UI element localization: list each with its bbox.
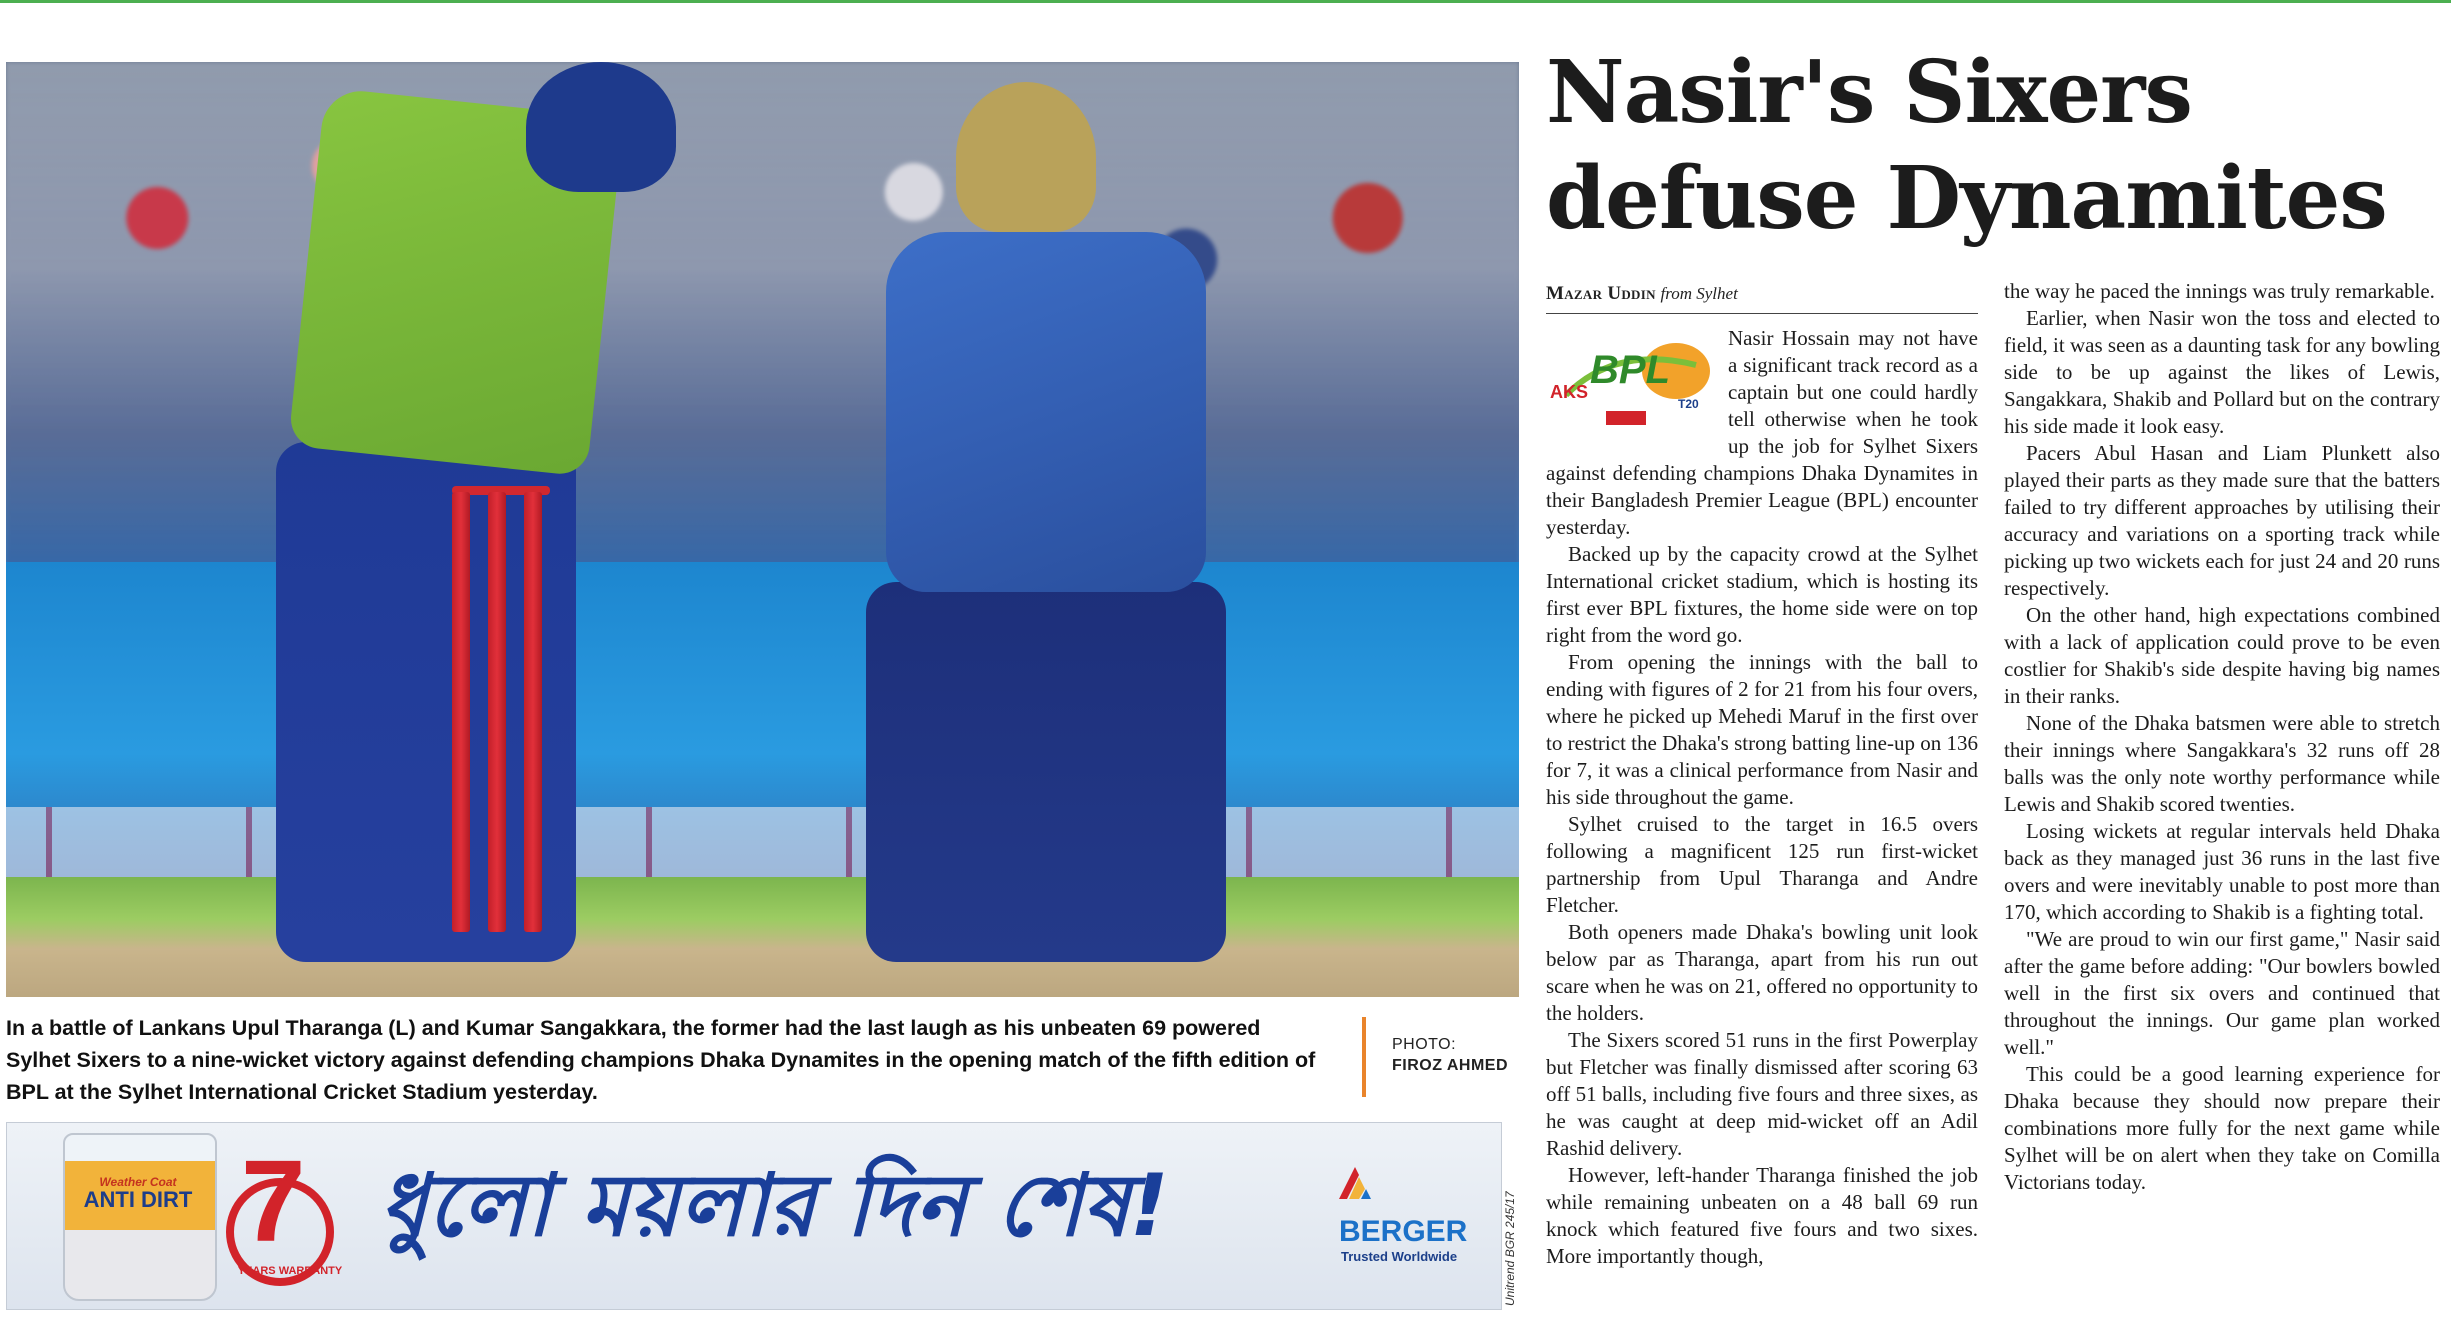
warranty-number: 7 — [241, 1136, 306, 1266]
berger-advertisement — [6, 1122, 1502, 1310]
paragraph: On the other hand, high expectations combined with a lack of application could prove to be even costlier for Shakib's side despite having big names in their ranks. — [2004, 603, 2440, 708]
article-column-2 — [2004, 278, 2440, 1196]
paragraph: However, left-hander Tharanga finished the job while remaining unbeaten on a 48 ball 69 run knock which featured five fours and two sixes. More importantly though, — [1546, 1163, 1978, 1268]
paragraph: Pacers Abul Hasan and Liam Plunkett also played their parts as they made sure that the batters failed to try different approaches by utilising their accuracy and variations on a sporting track while picking up two wickets each for just 24 and 20 runs respectively. — [2004, 441, 2440, 600]
stump — [524, 492, 542, 932]
paragraph: Both openers made Dhaka's bowling unit look below par as Tharanga, apart from his run out scare when he was on 21, offered no opportunity to the holders. — [1546, 920, 1978, 1025]
stump — [452, 492, 470, 932]
bpl-logo — [1546, 329, 1714, 439]
headline: Nasir's Sixers defuse Dynamites — [1546, 42, 2387, 249]
keeper-jersey — [886, 232, 1206, 592]
credit-divider — [1362, 1017, 1366, 1097]
byline-rule — [1546, 313, 1978, 314]
keeper-pads — [866, 582, 1226, 962]
bpl-logo-text: BPL — [1590, 348, 1670, 392]
paint-bucket-icon — [63, 1133, 217, 1301]
ad-product-line1: Weather Coat — [99, 1175, 177, 1189]
bpl-logo-prefix: AKS — [1550, 382, 1589, 402]
paragraph: Nasir Hossain may not have a significant track record as a captain but one could hardly tell otherwise when he took up the job for Sylhet Sixers against defending champions Dhaka Dynamites in their Bangladesh Premier League (BPL) encounter yesterday. — [1546, 326, 1978, 539]
byline-author: Mazar Uddin — [1546, 283, 1656, 304]
paragraph: the way he paced the innings was truly remarkable. — [2004, 279, 2435, 303]
ad-brand: BERGER — [1339, 1215, 1468, 1248]
bpl-logo-sub: T20 — [1678, 397, 1699, 411]
batter-helmet — [526, 62, 676, 192]
pitch — [6, 877, 1519, 997]
stump — [488, 492, 506, 932]
ad-product-name — [81, 1175, 195, 1211]
keeper-helmet — [956, 82, 1096, 232]
photo-caption: In a battle of Lankans Upul Tharanga (L) and Kumar Sangakkara, the former had the last laugh as his unbeaten 69 powered Sylhet Sixers to a nine-wicket victory against defending champions Dhaka Dynamites in the opening match of the fifth edition of BPL at the Sylhet International Cricket Stadium yesterday. — [6, 1016, 1316, 1104]
warranty-text: YEARS WARRANTY — [237, 1265, 343, 1277]
paragraph: Earlier, when Nasir won the toss and elected to field, it was seen as a daunting task for any bowling side to be up against the likes of Lewis, Sangakkara, Shakib and Pollard but on the contrary his side made it look easy. — [2004, 306, 2440, 438]
ad-slogan: ধুলো ময়লার দিন শেষ! — [379, 1156, 1169, 1256]
byline — [1546, 283, 1738, 305]
ad-code: Unitrend BGR 245/17 — [1503, 1191, 1517, 1306]
paragraph: Backed up by the capacity crowd at the Sylhet International cricket stadium, which is hosting its first ever BPL fixtures, the home side were on top right from the word go. — [1546, 542, 1978, 647]
paragraph: From opening the innings with the ball to ending with figures of 2 for 21 from his four overs, where he picked up Mehedi Maruf in the first over to restrict the Dhaka's strong batting line-up on 136 for 7, it was a clinical performance from Nasir and his side throughout the game. — [1546, 650, 1978, 809]
byline-location: from Sylhet — [1660, 284, 1738, 303]
article-column-1 — [1546, 325, 1978, 1270]
ad-product-line2: ANTI DIRT — [83, 1187, 193, 1212]
paragraph: None of the Dhaka batsmen were able to stretch their innings where Sangakkara's 32 runs off 28 balls was the only note worthy performance while Lewis and Shakib scored twenties. — [2004, 711, 2440, 816]
ad-tagline: Trusted Worldwide — [1341, 1249, 1458, 1264]
berger-logo-icon — [1335, 1163, 1375, 1203]
boundary-board-strip — [6, 807, 1519, 877]
cricket-photo — [6, 62, 1519, 997]
paragraph: "We are proud to win our first game," Nasir said after the game before adding: "Our bowlers bowled well in the first six overs and continued that throughout the innings. Our game plan worked well." — [2004, 927, 2440, 1059]
photo-credit-label: PHOTO: — [1392, 1036, 1457, 1053]
crowd-background — [6, 62, 1519, 582]
top-rule — [0, 0, 2451, 3]
photo-credit-name: FIROZ AHMED — [1392, 1057, 1509, 1074]
paragraph: The Sixers scored 51 runs in the first Powerplay but Fletcher was finally dismissed after scoring 63 off 51 balls, including five fours and three sixes, as he was caught at deep mid-wicket off an Adil Rashid delivery. — [1546, 1028, 1978, 1160]
paragraph: Losing wickets at regular intervals held Dhaka back as they managed just 36 runs in the last five overs and were inevitably unable to post more than 170, which according to Shakib is a fighting total. — [2004, 819, 2440, 924]
paragraph: Sylhet cruised to the target in 16.5 overs following a magnificent 125 run first-wicket partnership from Upul Tharanga and Andre Fletcher. — [1546, 812, 1978, 917]
paragraph: This could be a good learning experience for Dhaka because they should now prepare their combinations more fully for the next game while Sylhet will be on alert when they take on Comilla Victorians today. — [2004, 1062, 2440, 1194]
